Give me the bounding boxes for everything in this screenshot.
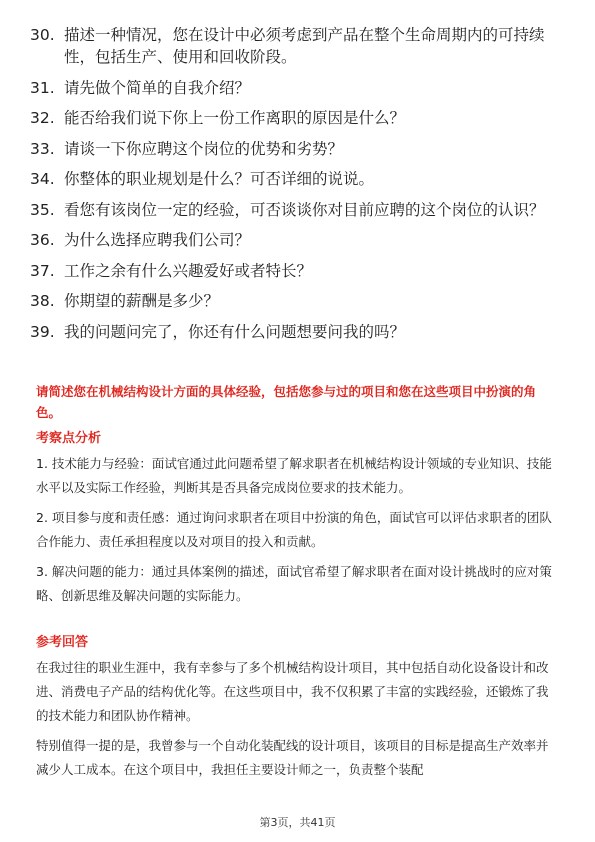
question-item xyxy=(30,24,570,68)
question-text: 我的问题问完了，你还有什么问题想要问我的吗？ xyxy=(64,322,406,341)
question-item xyxy=(30,199,570,221)
question-item xyxy=(30,229,570,251)
question-item xyxy=(30,77,570,99)
question-number: 38. xyxy=(30,292,55,310)
question-text: 请先做个简单的自我介绍？ xyxy=(64,78,251,97)
analysis-body xyxy=(36,452,560,614)
question-item xyxy=(30,107,570,129)
question-item xyxy=(30,290,570,312)
question-text: 为什么选择应聘我们公司？ xyxy=(64,231,251,249)
question-item xyxy=(30,260,570,282)
answer-paragraph: 特别值得一提的是，我曾参与一个自动化装配线的设计项目，该项目的目标是提高生产效率并减少人工成本。在这个项目中，我担任主要设计师之一，负责整个装配 xyxy=(36,738,549,777)
question-list xyxy=(30,24,570,351)
question-item xyxy=(30,321,570,343)
analysis-heading: 考察点分析 xyxy=(36,431,102,446)
question-number: 35. xyxy=(30,200,55,219)
question-number: 37. xyxy=(30,261,55,280)
answer-heading: 参考回答 xyxy=(36,635,89,650)
question-item xyxy=(30,138,570,160)
answer-body xyxy=(36,656,560,788)
question-text: 工作之余有什么兴趣爱好或者特长？ xyxy=(64,261,313,280)
question-text: 看您有该岗位一定的经验，可否谈谈你对目前应聘的这个岗位的认识？ xyxy=(64,200,545,219)
question-number: 30. xyxy=(30,26,55,44)
question-text: 你期望的薪酬是多少？ xyxy=(64,292,220,310)
question-number: 36. xyxy=(30,231,55,249)
answer-paragraph: 在我过往的职业生涯中，我有幸参与了多个机械结构设计项目，其中包括自动化设备设计和改进、消费电子产品的结构优化等。在这些项目中，我不仅积累了丰富的实践经验，还锻炼了我的技术能力和团队协作精神。 xyxy=(36,660,549,723)
question-text: 描述一种情况，您在设计中必须考虑到产品在整个生命周期内的可持续性，包括生产、使用和回收阶段。 xyxy=(64,26,545,66)
analysis-point: 1. 技术能力与经验：面试官通过此问题希望了解求职者在机械结构设计领域的专业知识、技能水平以及实际工作经验，判断其是否具备完成岗位要求的技术能力。 xyxy=(36,456,552,495)
question-text: 请谈一下你应聘这个岗位的优势和劣势？ xyxy=(64,139,344,158)
page-footer: 第3页，共41页 xyxy=(259,816,336,829)
question-number: 34. xyxy=(30,170,55,188)
question-item xyxy=(30,168,570,190)
analysis-point: 3. 解决问题的能力：通过具体案例的描述，面试官希望了解求职者在面对设计挑战时的应对策略、创新思维及解决问题的实际能力。 xyxy=(36,564,552,603)
question-number: 32. xyxy=(30,109,55,127)
question-number: 31. xyxy=(30,78,55,97)
question-number: 39. xyxy=(30,322,55,341)
question-text: 你整体的职业规划是什么？可否详细的说说。 xyxy=(64,170,375,188)
featured-question: 请简述您在机械结构设计方面的具体经验，包括您参与过的项目和您在这些项目中扮演的角色。 xyxy=(36,384,537,420)
question-number: 33. xyxy=(30,139,55,158)
analysis-point: 2. 项目参与度和责任感：通过询问求职者在项目中扮演的角色，面试官可以评估求职者的团队合作能力、责任承担程度以及对项目的投入和贡献。 xyxy=(36,510,552,549)
question-text: 能否给我们说下你上一份工作离职的原因是什么？ xyxy=(64,109,406,127)
